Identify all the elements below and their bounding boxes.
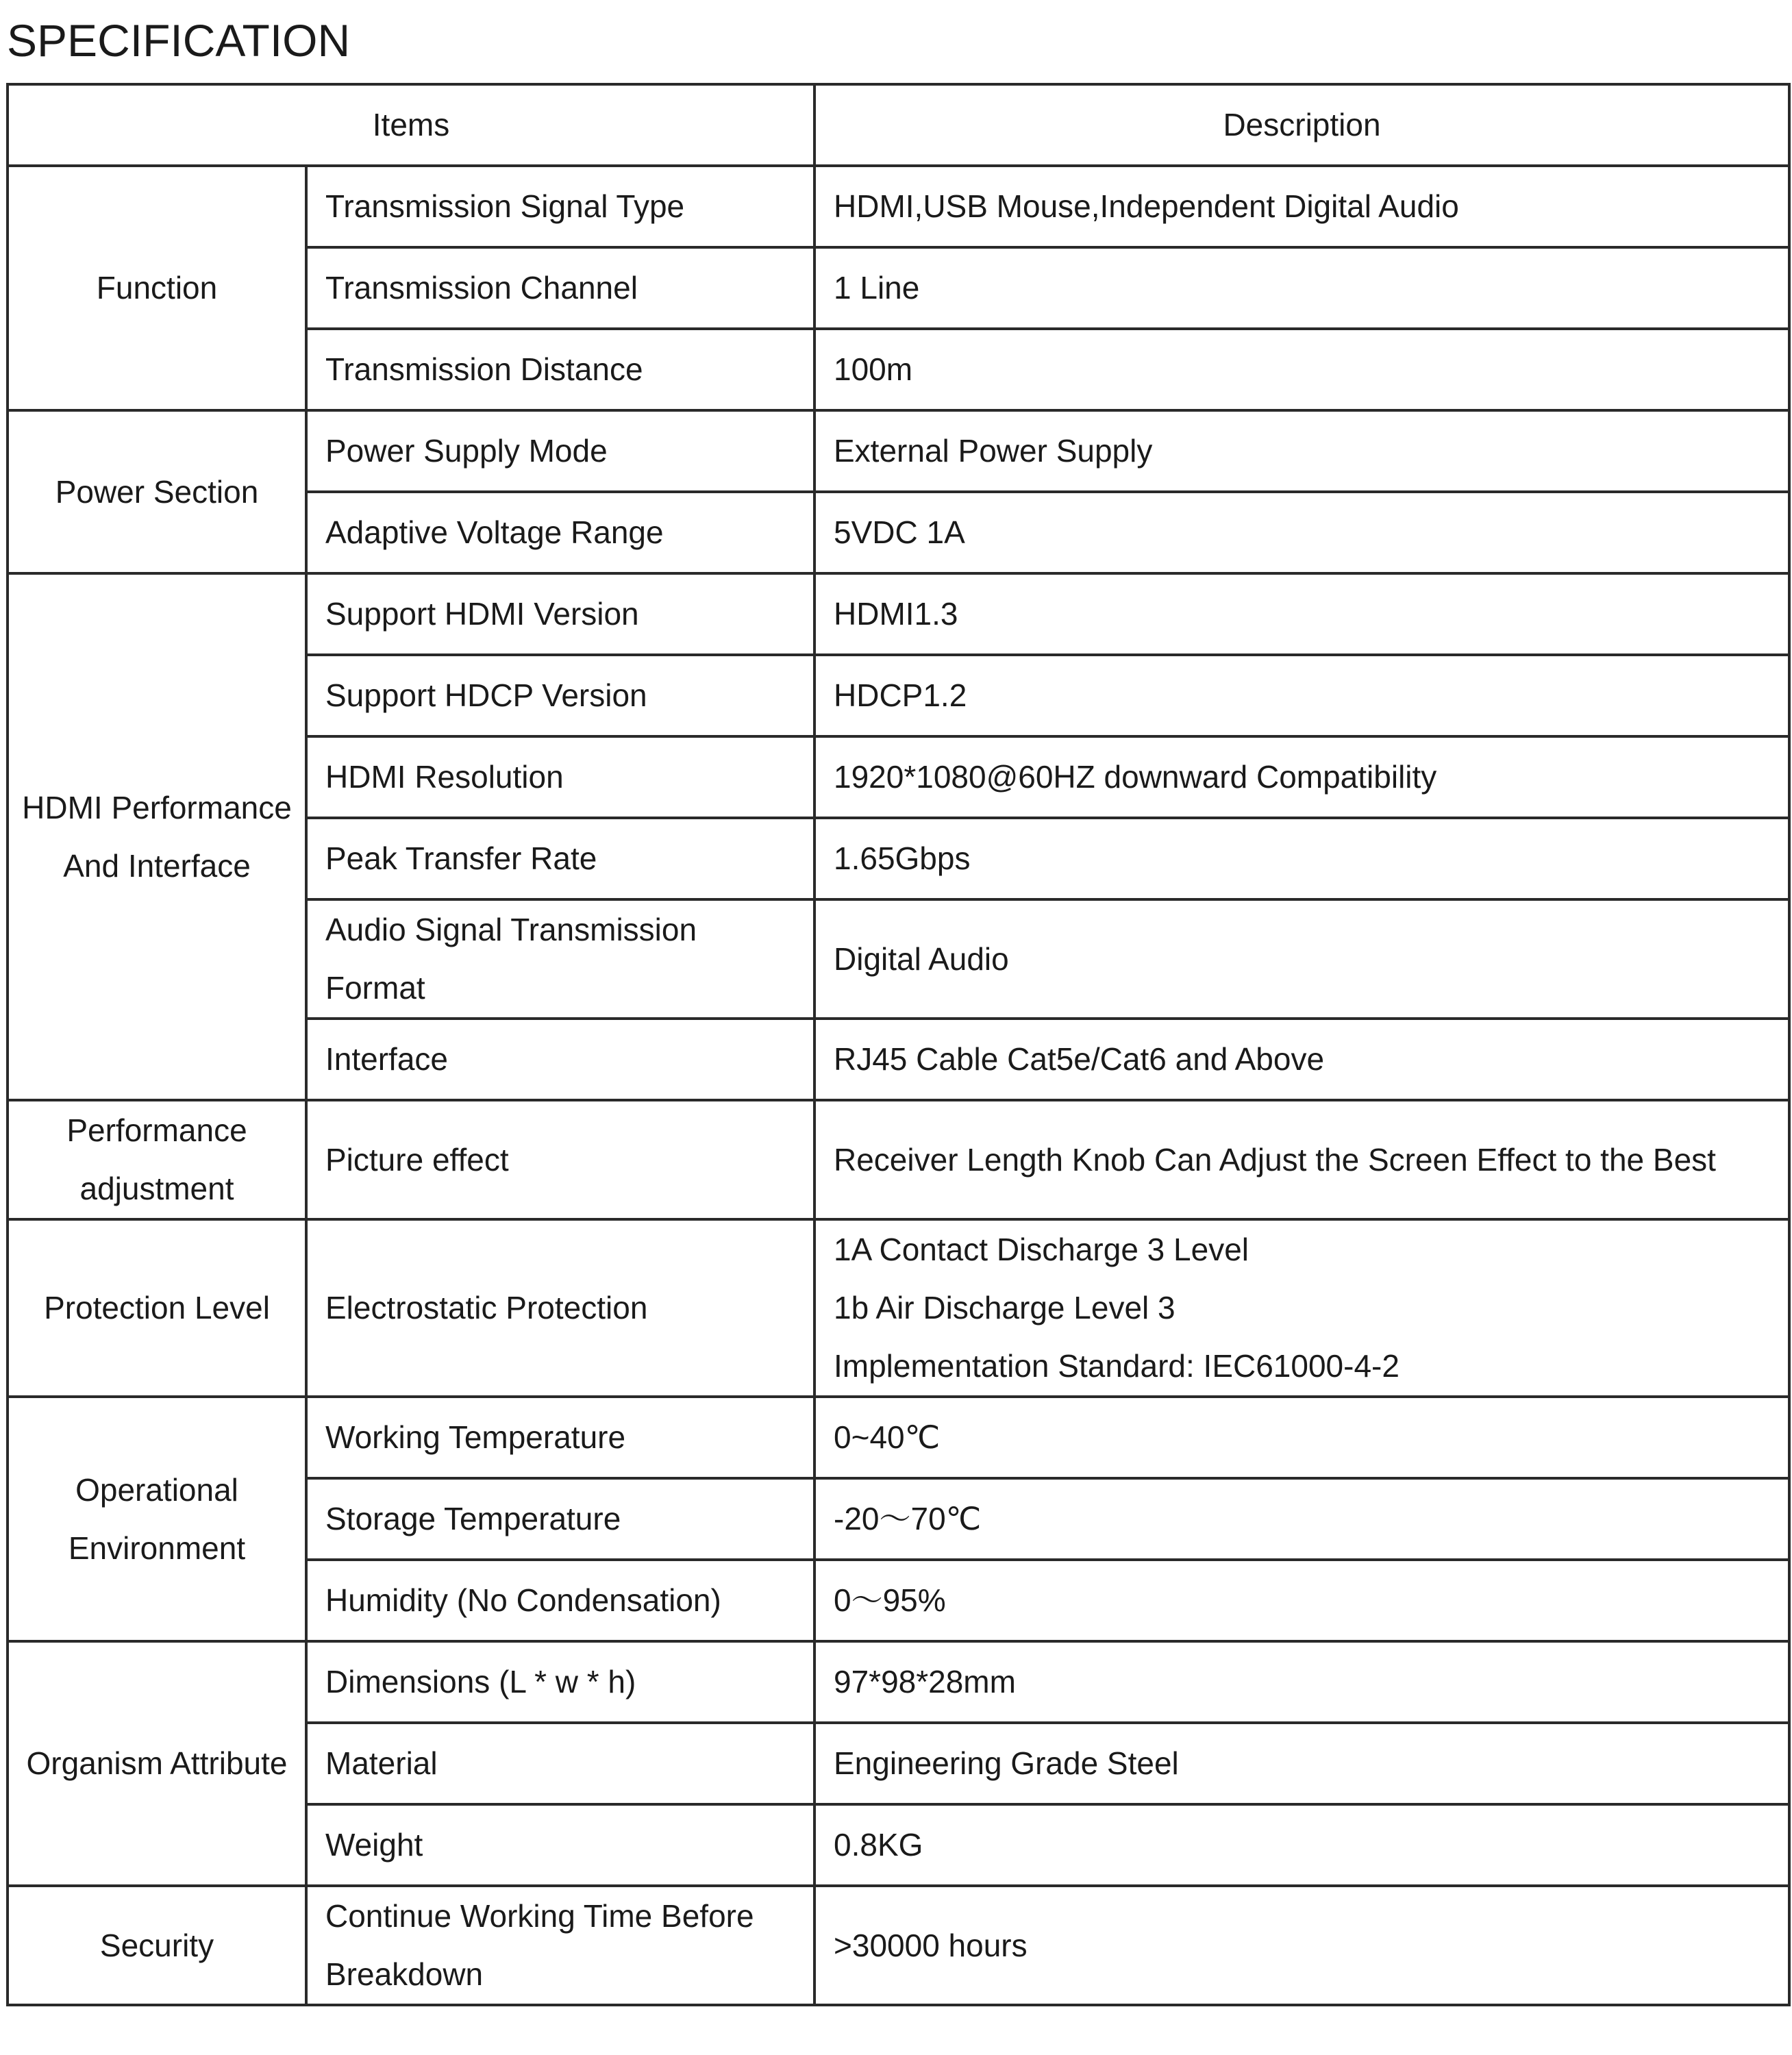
description-cell: 0～95% xyxy=(814,1560,1789,1641)
item-cell: Transmission Signal Type xyxy=(306,166,814,247)
description-cell: 100m xyxy=(814,329,1789,410)
group-label: Performance adjustment xyxy=(8,1100,306,1219)
description-cell: -20～70℃ xyxy=(814,1478,1789,1560)
header-row xyxy=(8,84,1789,166)
group-label: Power Section xyxy=(8,410,306,573)
table-row xyxy=(8,1100,1789,1219)
item-cell: Support HDCP Version xyxy=(306,655,814,736)
page-title: SPECIFICATION xyxy=(7,15,351,66)
table-row xyxy=(8,166,1789,247)
description-cell: 1A Contact Discharge 3 Level 1b Air Discharge Level 3 Implementation Standard: IEC61000-4-2 xyxy=(814,1219,1789,1397)
description-cell: 1920*1080@60HZ downward Compatibility xyxy=(814,736,1789,818)
description-cell: External Power Supply xyxy=(814,410,1789,492)
description-cell: 0.8KG xyxy=(814,1804,1789,1886)
item-cell: Interface xyxy=(306,1019,814,1100)
item-cell: HDMI Resolution xyxy=(306,736,814,818)
table-row xyxy=(8,1886,1789,2005)
description-cell: RJ45 Cable Cat5e/Cat6 and Above xyxy=(814,1019,1789,1100)
item-cell: Humidity (No Condensation) xyxy=(306,1560,814,1641)
header-items: Items xyxy=(8,84,814,166)
description-cell: 97*98*28mm xyxy=(814,1641,1789,1723)
description-cell: 0~40℃ xyxy=(814,1397,1789,1478)
description-cell: Receiver Length Knob Can Adjust the Screen Effect to the Best xyxy=(814,1100,1789,1219)
description-cell: 1 Line xyxy=(814,247,1789,329)
item-cell: Peak Transfer Rate xyxy=(306,818,814,899)
item-cell: Storage Temperature xyxy=(306,1478,814,1560)
description-cell: 5VDC 1A xyxy=(814,492,1789,573)
table-row xyxy=(8,410,1789,492)
item-cell: Electrostatic Protection xyxy=(306,1219,814,1397)
item-cell: Weight xyxy=(306,1804,814,1886)
item-cell: Working Temperature xyxy=(306,1397,814,1478)
item-cell: Adaptive Voltage Range xyxy=(306,492,814,573)
item-cell: Transmission Distance xyxy=(306,329,814,410)
description-cell: Engineering Grade Steel xyxy=(814,1723,1789,1804)
description-cell: HDMI1.3 xyxy=(814,573,1789,655)
group-label: Organism Attribute xyxy=(8,1641,306,1886)
group-label: Security xyxy=(8,1886,306,2005)
item-cell: Material xyxy=(306,1723,814,1804)
group-label: HDMI Performance And Interface xyxy=(8,573,306,1100)
item-cell: Audio Signal Transmission Format xyxy=(306,899,814,1019)
item-cell: Picture effect xyxy=(306,1100,814,1219)
description-cell: HDCP1.2 xyxy=(814,655,1789,736)
table-row xyxy=(8,1641,1789,1723)
item-cell: Support HDMI Version xyxy=(306,573,814,655)
specification-table xyxy=(6,83,1791,2006)
item-cell: Power Supply Mode xyxy=(306,410,814,492)
group-label: Function xyxy=(8,166,306,410)
item-cell: Continue Working Time Before Breakdown xyxy=(306,1886,814,2005)
table-row xyxy=(8,1219,1789,1397)
table-row xyxy=(8,573,1789,655)
description-cell: 1.65Gbps xyxy=(814,818,1789,899)
description-cell: HDMI,USB Mouse,Independent Digital Audio xyxy=(814,166,1789,247)
header-description: Description xyxy=(814,84,1789,166)
item-cell: Dimensions (L * w * h) xyxy=(306,1641,814,1723)
description-cell: Digital Audio xyxy=(814,899,1789,1019)
description-cell: >30000 hours xyxy=(814,1886,1789,2005)
item-cell: Transmission Channel xyxy=(306,247,814,329)
group-label: Operational Environment xyxy=(8,1397,306,1641)
table-row xyxy=(8,1397,1789,1478)
group-label: Protection Level xyxy=(8,1219,306,1397)
